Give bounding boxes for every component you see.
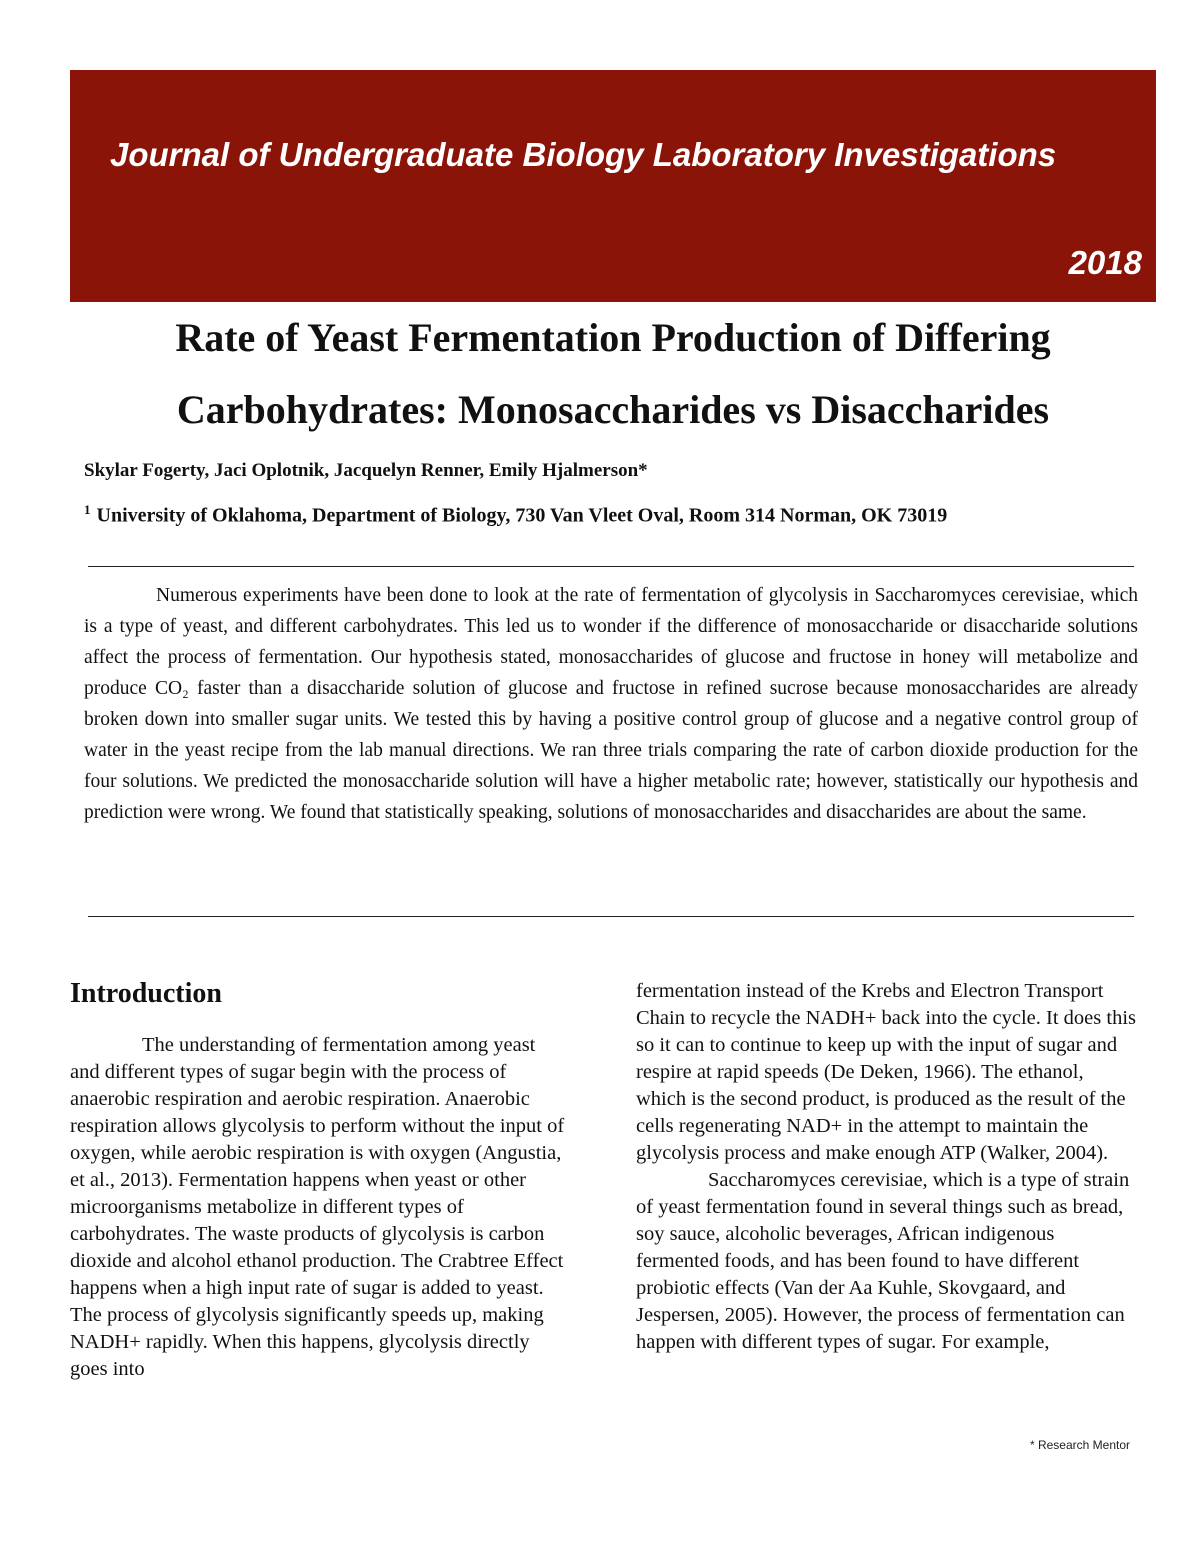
right-column	[636, 978, 1136, 1356]
affiliation-mark: 1	[84, 502, 91, 517]
author-list: Skylar Fogerty, Jaci Oplotnik, Jacquelyn Renner, Emily Hjalmerson*	[84, 460, 648, 481]
journal-banner	[70, 70, 1156, 302]
affiliation-text: University of Oklahoma, Department of Biology, 730 Van Vleet Oval, Room 314 Norman, OK 73019	[96, 504, 948, 527]
introduction-heading: Introduction	[70, 978, 222, 1009]
abstract-text: Numerous experiments have been done to look at the rate of fermentation of glycolysis in Saccharomyces cerevisiae, which is a type of yeast, and different carbohydrates. This led us to wonder if the difference of monosaccharide or disaccharide solutions affect the process of fermentation. Our hypothesis stated, monosaccharides of glucose and fructose in honey will metabolize and produce CO₂ faster than a disaccharide solution of glucose and fructose in refined sucrose because monosaccharides are already broken down into smaller sugar units. We tested this by having a positive control group of glucose and a negative control group of water in the yeast recipe from the lab manual directions. We ran three trials comparing the rate of carbon dioxide production for the four solutions. We predicted the monosaccharide solution will have a higher metabolic rate; however, statistically our hypothesis and prediction were wrong. We found that statistically speaking, solutions of monosaccharides and disaccharides are about the same.	[84, 585, 1138, 823]
article-title-line-1: Rate of Yeast Fermentation Production of Differing	[175, 315, 1051, 360]
introduction-paragraph-1: The understanding of fermentation among yeast and different types of sugar begin with the process of anaerobic respiration and aerobic respiration. Anaerobic respiration allows glycolysis to perform without the input of oxygen, while aerobic respiration is with oxygen (Angustia, et al., 2013). Fermentation happens when yeast or other microorganisms metabolize in different types of carbohydrates. The waste products of glycolysis is carbon dioxide and alcohol ethanol production. The Crabtree Effect happens when a high input rate of sugar is added to yeast. The process of glycolysis significantly speeds up, making NADH+ rapidly. When this happens, glycolysis directly goes into	[70, 1034, 565, 1380]
affiliation	[84, 502, 947, 528]
abstract-top-rule	[88, 566, 1134, 567]
article-title-line-2: Carbohydrates: Monosaccharides vs Disaccharides	[176, 387, 1050, 432]
introduction-paragraph-2: Saccharomyces cerevisiae, which is a type of strain of yeast fermentation found in several things such as bread, soy sauce, alcoholic beverages, African indigenous fermented foods, and has been found to have different probiotic effects (Van der Aa Kuhle, Skovgaard, and Jespersen, 2005). However, the process of fermentation can happen with different types of sugar. For example,	[636, 1169, 1130, 1353]
journal-name: Journal of Undergraduate Biology Laboratory Investigations	[110, 136, 1057, 173]
journal-year: 2018	[1068, 244, 1142, 281]
left-column	[70, 978, 570, 1383]
footnote-research-mentor: * Research Mentor	[1029, 1438, 1130, 1452]
abstract-bottom-rule	[88, 916, 1134, 917]
introduction-paragraph-1-continued: fermentation instead of the Krebs and Electron Transport Chain to recycle the NADH+ back into the cycle. It does this so it can to continue to keep up with the input of sugar and respire at rapid speeds (De Deken, 1966). The ethanol, which is the second product, is produced as the result of the cells regenerating NAD+ in the attempt to maintain the glycolysis process and make enough ATP (Walker, 2004).	[636, 980, 1136, 1164]
